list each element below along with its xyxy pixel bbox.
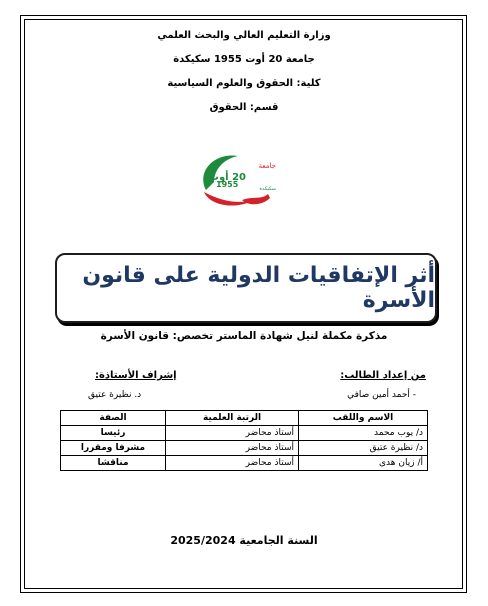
header-rank: الرتبة العلمية: [166, 411, 299, 426]
university-line: جامعة 20 أوت 1955 سكيكدة: [173, 54, 315, 65]
header-name: الاسم واللقب: [299, 411, 428, 426]
title-box: [55, 253, 437, 323]
logo-year: 1955: [216, 180, 239, 189]
faculty-line: كلية: الحقوق والعلوم السياسية: [167, 78, 321, 89]
academic-year: السنة الجامعية 2025/2024: [170, 534, 318, 547]
department-line: قسم: الحقوق: [209, 102, 279, 113]
logo-city: سكيكدة: [259, 186, 276, 192]
thesis-subtitle: مذكرة مكملة لنيل شهادة الماستر تخصص: قانون الأسرة: [100, 330, 388, 342]
logo-word: جامعة: [258, 162, 276, 170]
thesis-title: أثر الإتفاقيات الدولية على قانون الأسرة: [82, 263, 435, 313]
member-name: د/ يوب محمد: [299, 426, 428, 441]
university-logo-icon: [196, 150, 286, 210]
table-row: [61, 441, 428, 456]
logo-date: 20 أوت: [208, 172, 246, 183]
member-rank: أستاذ محاضر: [166, 426, 299, 441]
member-name: د/ نظيرة عتيق: [299, 441, 428, 456]
table-row: [61, 456, 428, 471]
prepared-by-label: من إعداد الطالب:: [340, 370, 426, 381]
supervision-label: إشراف الأستاذة:: [95, 370, 177, 381]
member-role: مناقشا: [61, 456, 166, 471]
member-rank: أستاذ محاضر: [166, 456, 299, 471]
supervisor-name: د. نظيرة عتيق: [88, 390, 142, 400]
member-role: رئيسا: [61, 426, 166, 441]
committee-table: [60, 410, 428, 471]
member-rank: أستاذ محاضر: [166, 441, 299, 456]
header-role: الصفة: [61, 411, 166, 426]
table-row: [61, 426, 428, 441]
member-role: مشرفا ومقررا: [61, 441, 166, 456]
table-header-row: [61, 411, 428, 426]
student-name: - أحمد أمين صافي: [347, 390, 416, 400]
ministry-line: وزارة التعليم العالي والبحث العلمي: [157, 30, 331, 41]
member-name: أ/ زيان هدى: [299, 456, 428, 471]
